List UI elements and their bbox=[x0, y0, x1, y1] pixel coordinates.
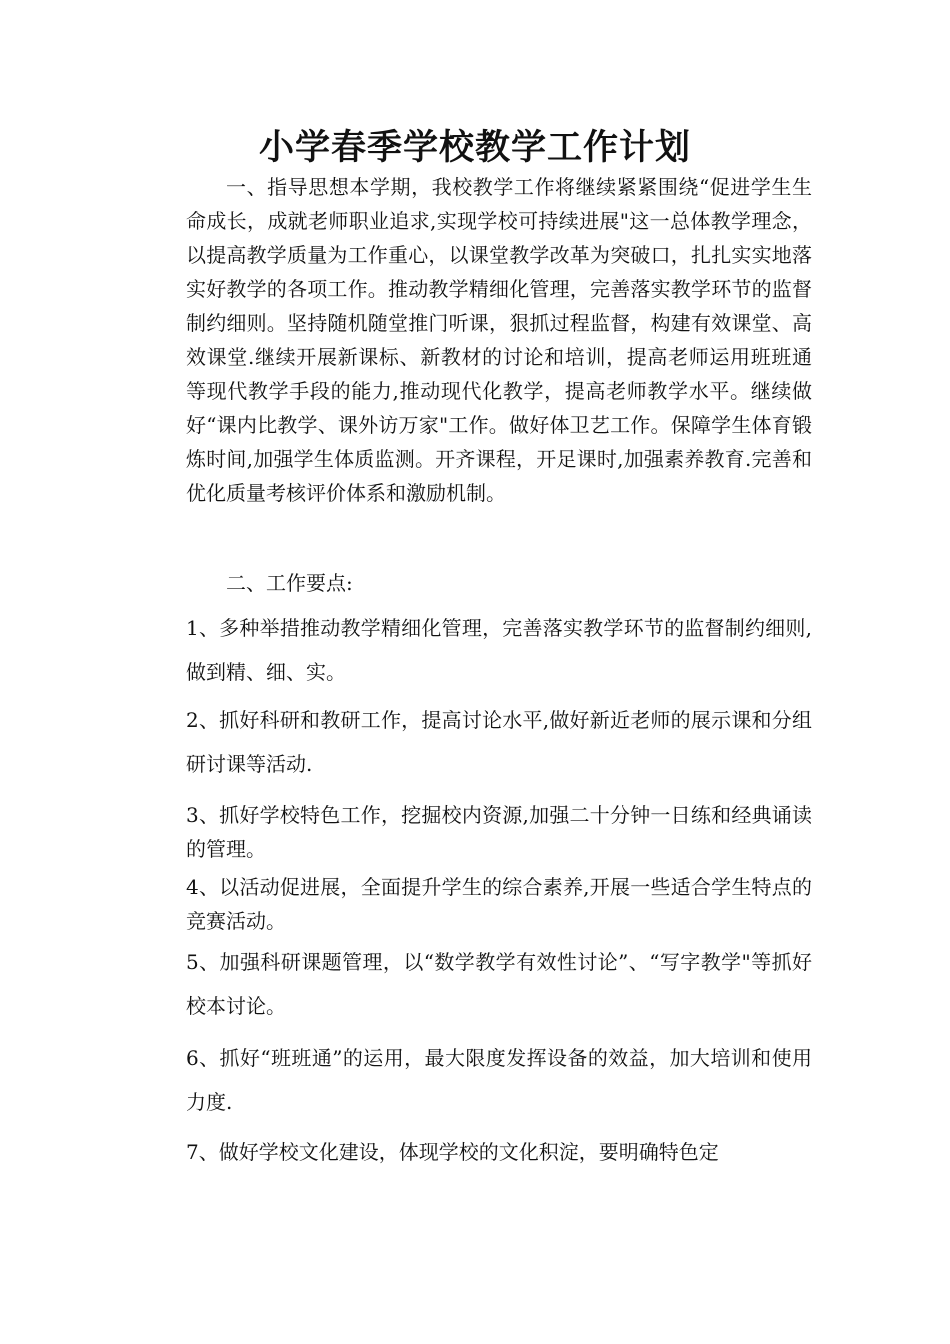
list-item: 4、以活动促进展，全面提升学生的综合素养,开展一些适合学生特点的竞赛活动。 bbox=[186, 875, 812, 933]
list-item: 6、抓好“班班通”的运用，最大限度发挥设备的效益，加大培训和使用力度. bbox=[186, 1046, 812, 1114]
list-item: 3、抓好学校特色工作，挖掘校内资源,加强二十分钟一日练和经典诵读的管理。 bbox=[186, 803, 812, 861]
document-title: 小学春季学校教学工作计划 bbox=[258, 127, 691, 168]
list-item: 5、加强科研课题管理，以“数学教学有效性讨论”、“写字教学"等抓好校本讨论。 bbox=[186, 950, 812, 1018]
guiding-ideology-paragraph: 一、指导思想本学期，我校教学工作将继续紧紧围绕“促进学生生命成长，成就老师职业追求,实现学校可持续进展"这一总体教学理念，以提高教学质量为工作重心，以课堂教学改革为突破口，扎扎实实地落实好教学的各项工作。推动教学精细化管理，完善落实教学环节的监督制约细则。坚持随机随堂推门听课，狠抓过程监督，构建有效课堂、高效课堂.继续开展新课标、新教材的讨论和培训，提高老师运用班班通等现代教学手段的能力,推动现代化教学，提高老师教学水平。继续做好“课内比教学、课外访万家"工作。做好体卫艺工作。保障学生体育锻炼时间,加强学生体质监测。开齐课程，开足课时,加强素养教育.完善和优化质量考核评价体系和激励机制。 bbox=[186, 175, 812, 505]
list-item: 7、做好学校文化建设，体现学校的文化积淀，要明确特色定 bbox=[186, 1140, 719, 1164]
work-points-heading: 二、工作要点: bbox=[226, 571, 353, 595]
list-item: 2、抓好科研和教研工作，提高讨论水平,做好新近老师的展示课和分组研讨课等活动. bbox=[186, 708, 812, 776]
list-item: 1、多种举措推动教学精细化管理，完善落实教学环节的监督制约细则,做到精、细、实。 bbox=[186, 616, 812, 684]
